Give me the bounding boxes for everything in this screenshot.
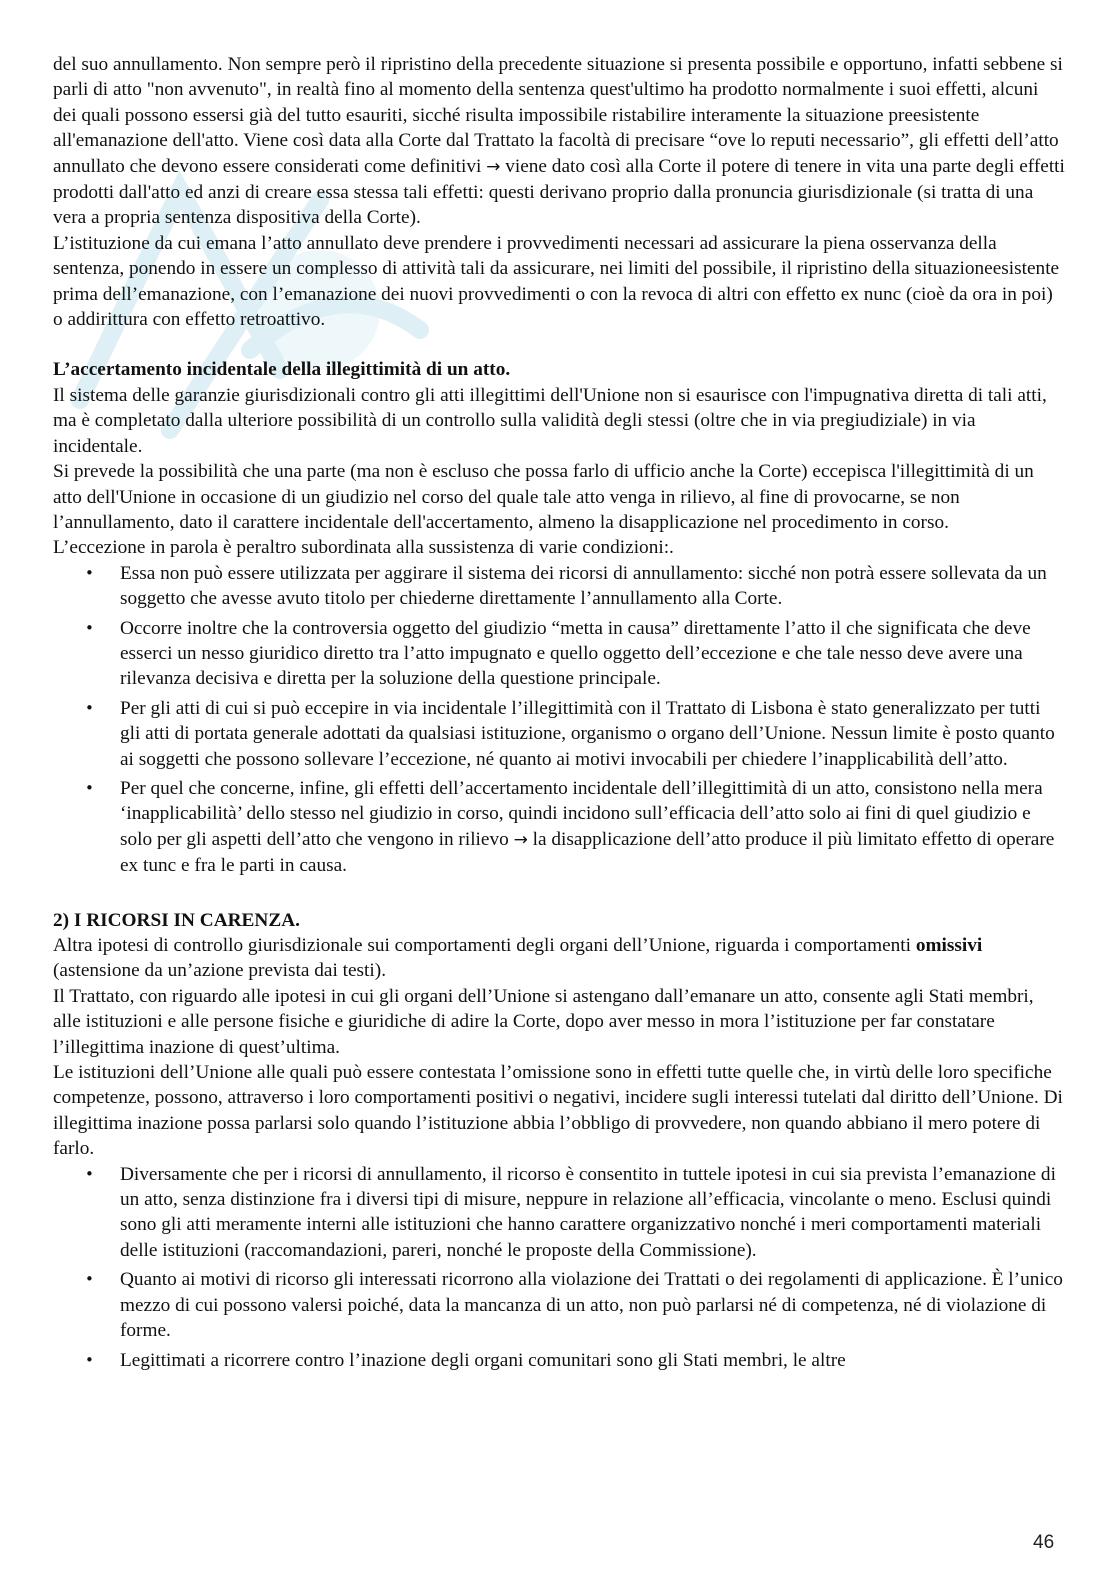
bullet-icon: • [85, 1350, 94, 1369]
bullet-icon: • [85, 563, 94, 582]
conditions-list [53, 561, 1065, 879]
list-item-text: Diversamente che per i ricorsi di annullamento, il ricorso è consentito in tuttele ipotesi in cui sia prevista l’emanazione di un atto, senza distinzione fra i diversi tipi di misure, neppure in relazione all’efficacia, vincolante o meno. Esclusi quindi sono gli atti meramente interni alle istituzioni che hanno carattere organizzativo nonché i meri comportamenti materiali delle istituzioni (raccomandazioni, pareri, nonché le proposte della Commissione). [120, 1163, 1056, 1261]
list-item-text-part-2: la disapplicazione dell’atto produce il più limitato effetto di operare ex tunc e fra le parti in causa. [120, 828, 1055, 877]
section-heading-failure-to-act: 2) I RICORSI IN CARENZA. [53, 909, 300, 931]
failure-to-act-list [53, 1162, 1065, 1373]
paragraph-guarantees-system: Il sistema delle garanzie giurisdizionali contro gli atti illegittimi dell'Unione non si esaurisce con l'impugnativa diretta di tali atti, ma è completato dalla ulteriore possibilità di un controllo sulla validità degli stessi (oltre che in via pregiudiziale) in via incidentale. [53, 384, 1047, 457]
bullet-icon: • [85, 618, 94, 637]
list-item-text-part-1: Per quel che concerne, infine, gli effetti dell’accertamento incidentale dell’illegittimità di un atto, consistono nella mera ‘inapplicabilità’ dello stesso nel giudizio in corso, quindi incidono sull’efficacia dell’atto solo ai fini di quel giudizio e solo per gli aspetti dell’atto che vengono in rilievo [120, 777, 1043, 850]
paragraph-omissive-behaviour [53, 933, 1065, 984]
document-page [53, 52, 1065, 1377]
paragraph-institution-measures: L’istituzione da cui emana l’atto annullato deve prendere i provvedimenti necessari ad assicurare la piena osservanza della sentenza, ponendo in essere un complesso di attività tali da assicurare, nei limiti del possibile, il ripristino della situazioneesistente prima dell’emanazione, con l’emanazione dei nuovi provvedimenti o con la revoca di altri con effetto ex nunc (cioè da ora in poi) o addirittura con effetto retroattivo. [53, 232, 1060, 331]
list-item [53, 696, 1065, 772]
paragraph-gap [53, 332, 1065, 357]
paragraph-conditions-intro: L’eccezione in parola è peraltro subordinata alla sussistenza di varie condizioni:. [53, 537, 674, 559]
page-number: 46 [1033, 1532, 1055, 1553]
list-item-text: Per gli atti di cui si può eccepire in via incidentale l’illegittimità con il Trattato di Lisbona è stato generalizzato per tutti gli atti di portata generale adottati da qualsiasi istituzione, organismo o organo dell’Unione. Nessun limite è posto quanto ai soggetti che possono sollevare l’eccezione, né quanto ai motivi invocabili per chiedere l’inapplicabilità dell’atto. [120, 697, 1055, 770]
section-heading-incidental-review: L’accertamento incidentale della illegittimità di un atto. [53, 359, 511, 381]
list-item-text: Occorre inoltre che la controversia oggetto del giudizio “metta in causa” direttamente l’atto il che significata che deve esserci un nesso giuridico diretto tra l’atto impugnato e quello oggetto dell’eccezione e che tale nesso deve avere una rilevanza decisiva e diretta per la soluzione della questione principale. [120, 617, 1031, 690]
arrow-icon: → [513, 829, 528, 850]
list-item [53, 561, 1065, 612]
paragraph-annulment-effects-part-1: del suo annullamento. Non sempre però il ripristino della precedente situazione si presenta possibile e opportuno, infatti sebbene si parli di atto "non avvenuto", in realtà fino al momento della sentenza quest'ultimo ha prodotto normalmente i suoi effetti, alcuni dei quali possono essersi già del tutto esauriti, sicché risulta impossibile ristabilire interamente la situazione preesistente all'emanazione dell'atto. Viene così data alla Corte dal Trattato la facoltà di precisare “ove lo reputi necessario”, gli effetti dell’atto annullato che devono essere considerati come definitivi [53, 54, 1063, 177]
list-item-text: Legittimati a ricorrere contro l’inazione degli organi comunitari sono gli Stati membri, le altre [120, 1349, 846, 1371]
arrow-icon: → [486, 156, 501, 177]
list-item-text: Essa non può essere utilizzata per aggirare il sistema dei ricorsi di annullamento: sicché non potrà essere sollevata da un soggetto che avesse avuto titolo per chiederne direttamente l’annullamento alla Corte. [120, 562, 1047, 610]
bullet-icon: • [85, 778, 94, 797]
list-item [53, 1348, 1065, 1373]
list-item-text: Quanto ai motivi di ricorso gli interessati ricorrono alla violazione dei Trattati o dei regolamenti di applicazione. È l’unico mezzo di cui possono valersi poiché, data la mancanza di un atto, non può parlarsi né di competenza, né di violazione di forme. [120, 1269, 1063, 1342]
list-item [53, 1267, 1065, 1343]
list-item [53, 776, 1065, 879]
bullet-icon: • [85, 698, 94, 717]
paragraph-annulment-effects [53, 52, 1065, 231]
bullet-icon: • [85, 1270, 94, 1289]
paragraph-omissive-part-2: (astensione da un’azione prevista dai testi). [53, 960, 387, 982]
paragraph-gap [53, 883, 1065, 908]
list-item [53, 616, 1065, 692]
paragraph-institutions-concerned: Le istituzioni dell’Unione alle quali può essere contestata l’omissione sono in effetti tutte quelle che, in virtù delle loro specifiche competenze, possono, attraverso i loro comportamenti positivi o negativi, incidere sugli interessi tutelati dal diritto dell’Unione. Di illegittima inazione possa parlarsi solo quando l’istituzione abbia l’obbligo di provvedere, non quando abbiano il mero potere di farlo. [53, 1062, 1063, 1160]
paragraph-omissive-bold: omissivi [915, 935, 983, 956]
list-item [53, 1162, 1065, 1264]
paragraph-annulment-effects-part-2: viene dato così alla Corte il potere di tenere in vita una parte degli effetti prodotti dall'atto ed anzi di creare essa stessa tali effetti: questi derivano proprio dalla pronuncia giurisdizionale (si tratta di una vera a propria sentenza dispositiva della Corte). [53, 155, 1065, 229]
paragraph-omissive-part-1: Altra ipotesi di controllo giurisdizionale sui comportamenti degli organi dell’Unione, riguarda i comportamenti [53, 935, 911, 956]
bullet-icon: • [85, 1164, 94, 1183]
paragraph-treaty-provision: Il Trattato, con riguardo alle ipotesi in cui gli organi dell’Unione si astengano dall’emanare un atto, consente agli Stati membri, alle istituzioni e alle persone fisiche e giuridiche di adire la Corte, dopo aver messo in mora l’istituzione per far constatare l’illegittima inazione di quest’ultima. [53, 985, 1034, 1058]
paragraph-exception-possibility: Si prevede la possibilità che una parte (ma non è escluso che possa farlo di ufficio anche la Corte) eccepisca l'illegittimità di un atto dell'Unione in occasione di un giudizio nel corso del quale tale atto venga in rilievo, al fine di provocarne, se non l’annullamento, dato il carattere incidentale dell'accertamento, almeno la disapplicazione nel procedimento in corso. [53, 461, 1034, 533]
